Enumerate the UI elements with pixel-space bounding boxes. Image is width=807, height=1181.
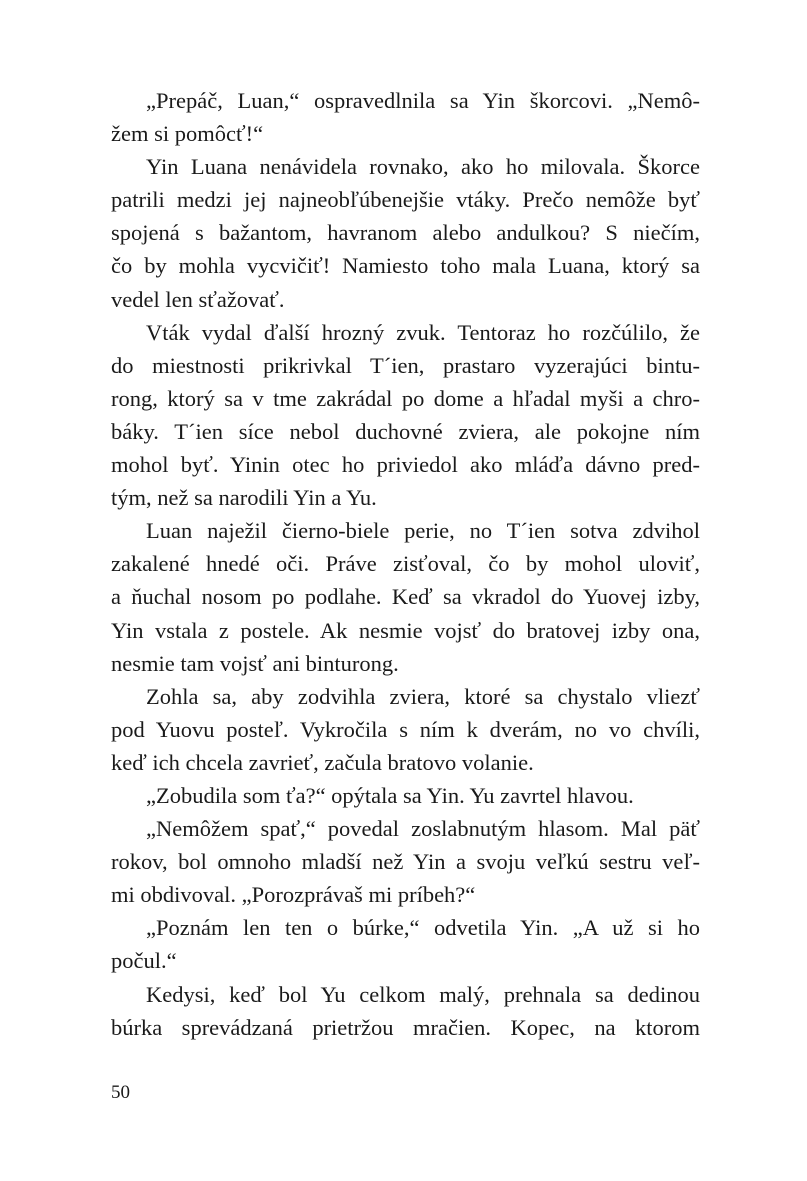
text-line: Yin vstala z postele. Ak nesmie vojsť do bratovej izby ona, xyxy=(111,617,700,643)
text-line: do miestnosti prikrivkal T´ien, prastaro vyzerajúci bintu- xyxy=(111,352,700,378)
text-line: počul.“ xyxy=(111,948,177,974)
paragraph xyxy=(111,779,700,812)
text-line: Yin Luana nenávidela rovnako, ako ho milovala. Škorce xyxy=(146,154,700,180)
text-line: pod Yuovu posteľ. Vykročila s ním k dverám, no vo chvíli, xyxy=(111,716,700,742)
paragraph xyxy=(111,316,700,515)
text-line: keď ich chcela zavrieť, začula bratovo volanie. xyxy=(111,749,534,775)
paragraph xyxy=(111,680,700,779)
text-line: „Prepáč, Luan,“ ospravedlnila sa Yin škorcovi. „Nemô- xyxy=(146,88,700,113)
text-line: báky. T´ien síce nebol duchovné zviera, ale pokojne ním xyxy=(111,418,700,444)
text-line: mi obdivoval. „Porozprávaš mi príbeh?“ xyxy=(111,882,476,908)
text-line: Zohla sa, aby zodvihla zviera, ktoré sa chystalo vliezť xyxy=(146,683,700,709)
text-line: Luan naježil čierno-biele perie, no T´ien sotva zdvihol xyxy=(146,518,700,544)
text-line: búrka sprevádzaná prietržou mračien. Kopec, na ktorom xyxy=(111,1014,700,1040)
text-line: žem si pomôcť!“ xyxy=(111,121,264,147)
text-line: patrili medzi jej najneobľúbenejšie vtáky. Prečo nemôže byť xyxy=(111,187,700,213)
text-line: „Zobudila som ťa?“ opýtala sa Yin. Yu zavrtel hlavou. xyxy=(146,782,634,808)
text-line: Vták vydal ďalší hrozný zvuk. Tentoraz ho rozčúlilo, že xyxy=(146,319,700,345)
body-text xyxy=(111,84,700,1044)
text-line: tým, než sa narodili Yin a Yu. xyxy=(111,485,377,511)
paragraph xyxy=(111,150,700,315)
text-line: „Nemôžem spať,“ povedal zoslabnutým hlasom. Mal päť xyxy=(146,816,700,842)
text-line: Kedysi, keď bol Yu celkom malý, prehnala sa dedinou xyxy=(146,981,700,1007)
text-line: čo by mohla vycvičiť! Namiesto toho mala Luana, ktorý sa xyxy=(111,253,700,279)
paragraph xyxy=(111,514,700,679)
text-line: zakalené hnedé oči. Práve zisťoval, čo by mohol uloviť, xyxy=(111,551,700,577)
text-line: vedel len sťažovať. xyxy=(111,286,285,312)
page-number: 50 xyxy=(111,1082,130,1103)
text-line: rong, ktorý sa v tme zakrádal po dome a hľadal myši a chro- xyxy=(111,385,700,411)
text-line: nesmie tam vojsť ani binturong. xyxy=(111,650,399,676)
paragraph xyxy=(111,978,700,1044)
text-line: a ňuchal nosom po podlahe. Keď sa vkradol do Yuovej izby, xyxy=(111,584,700,610)
paragraph xyxy=(111,911,700,977)
paragraph xyxy=(111,812,700,911)
text-line: „Poznám len ten o búrke,“ odvetila Yin. „A už si ho xyxy=(146,915,700,941)
text-line: rokov, bol omnoho mladší než Yin a svoju veľkú sestru veľ- xyxy=(111,849,700,875)
paragraph xyxy=(111,84,700,150)
text-line: mohol byť. Yinin otec ho priviedol ako mláďa dávno pred- xyxy=(111,452,700,478)
text-line: spojená s bažantom, havranom alebo andulkou? S niečím, xyxy=(111,220,700,246)
